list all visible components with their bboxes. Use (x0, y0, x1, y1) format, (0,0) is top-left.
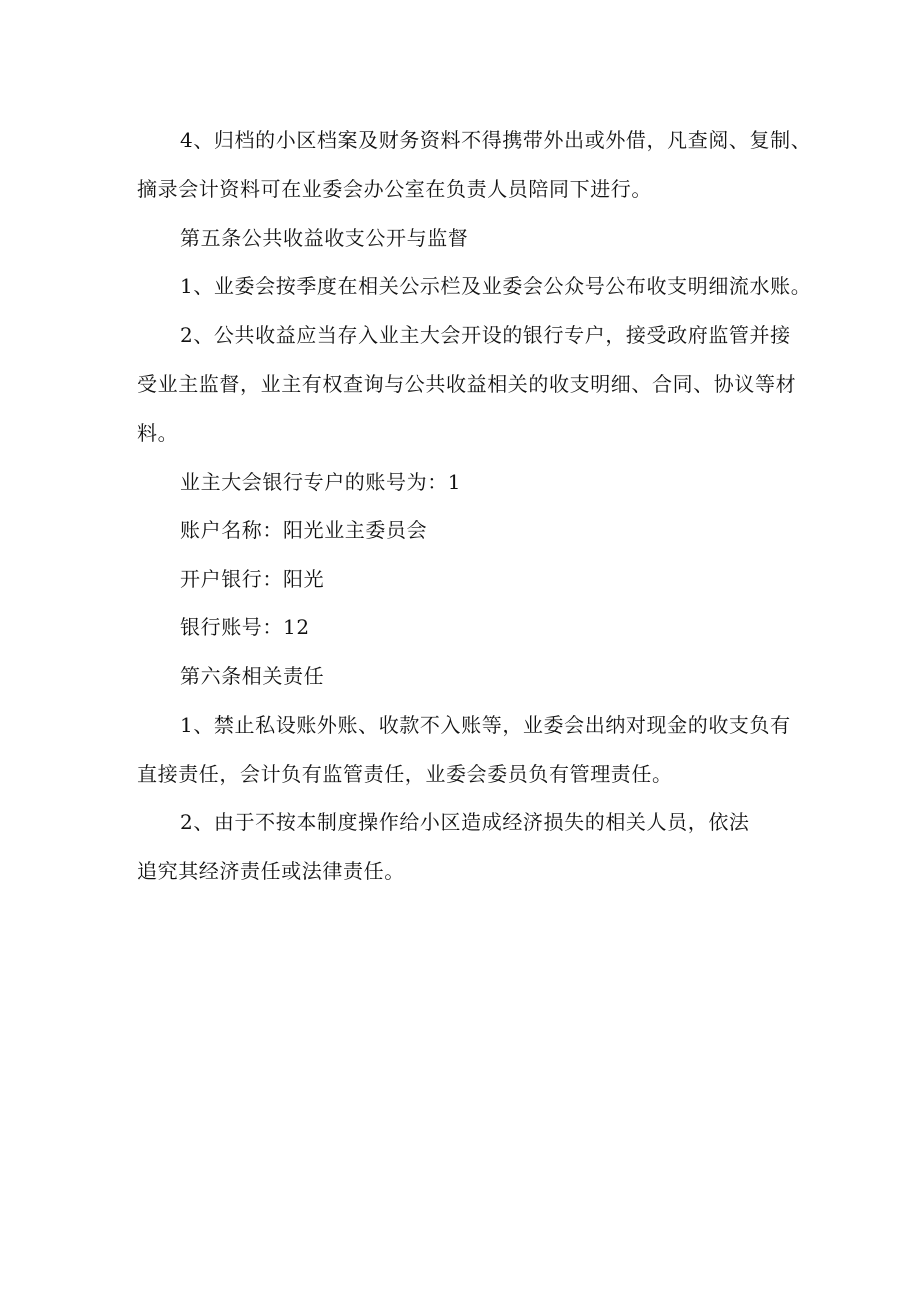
article5-clause1: 1、业委会按季度在相关公示栏及业委会公众号公布收支明细流水账。 (180, 274, 812, 298)
article6-heading: 第六条相关责任 (180, 664, 325, 688)
account-name-line: 账户名称：阳光业主委员会 (180, 518, 428, 542)
opening-bank-line: 开户银行：阳光 (180, 567, 325, 591)
article6-clause1-line1: 1、禁止私设账外账、收款不入账等，业委会出纳对现金的收支负有 (180, 713, 791, 737)
article4-clause4-line1: 4、归档的小区档案及财务资料不得携带外出或外借，凡查阅、复制、 (180, 128, 812, 152)
article6-clause2-line1: 2、由于不按本制度操作给小区造成经济损失的相关人员，依法 (180, 810, 750, 834)
article6-clause1-line2: 直接责任，会计负有监管责任，业委会委员负有管理责任。 (137, 762, 673, 786)
article5-clause2-line3: 料。 (137, 421, 179, 445)
article4-clause4-line2: 摘录会计资料可在业委会办公室在负责人员陪同下进行。 (137, 177, 652, 201)
bank-account-number-line: 业主大会银行专户的账号为：1 (180, 470, 462, 494)
article5-clause2-line1: 2、公共收益应当存入业主大会开设的银行专户，接受政府监管并接 (180, 323, 791, 347)
bank-account-line: 银行账号：12 (180, 615, 310, 639)
article6-clause2-line2: 追究其经济责任或法律责任。 (137, 859, 405, 883)
article5-clause2-line2: 受业主监督，业主有权查询与公共收益相关的收支明细、合同、协议等材 (137, 372, 797, 396)
article5-heading: 第五条公共收益收支公开与监督 (180, 226, 469, 250)
